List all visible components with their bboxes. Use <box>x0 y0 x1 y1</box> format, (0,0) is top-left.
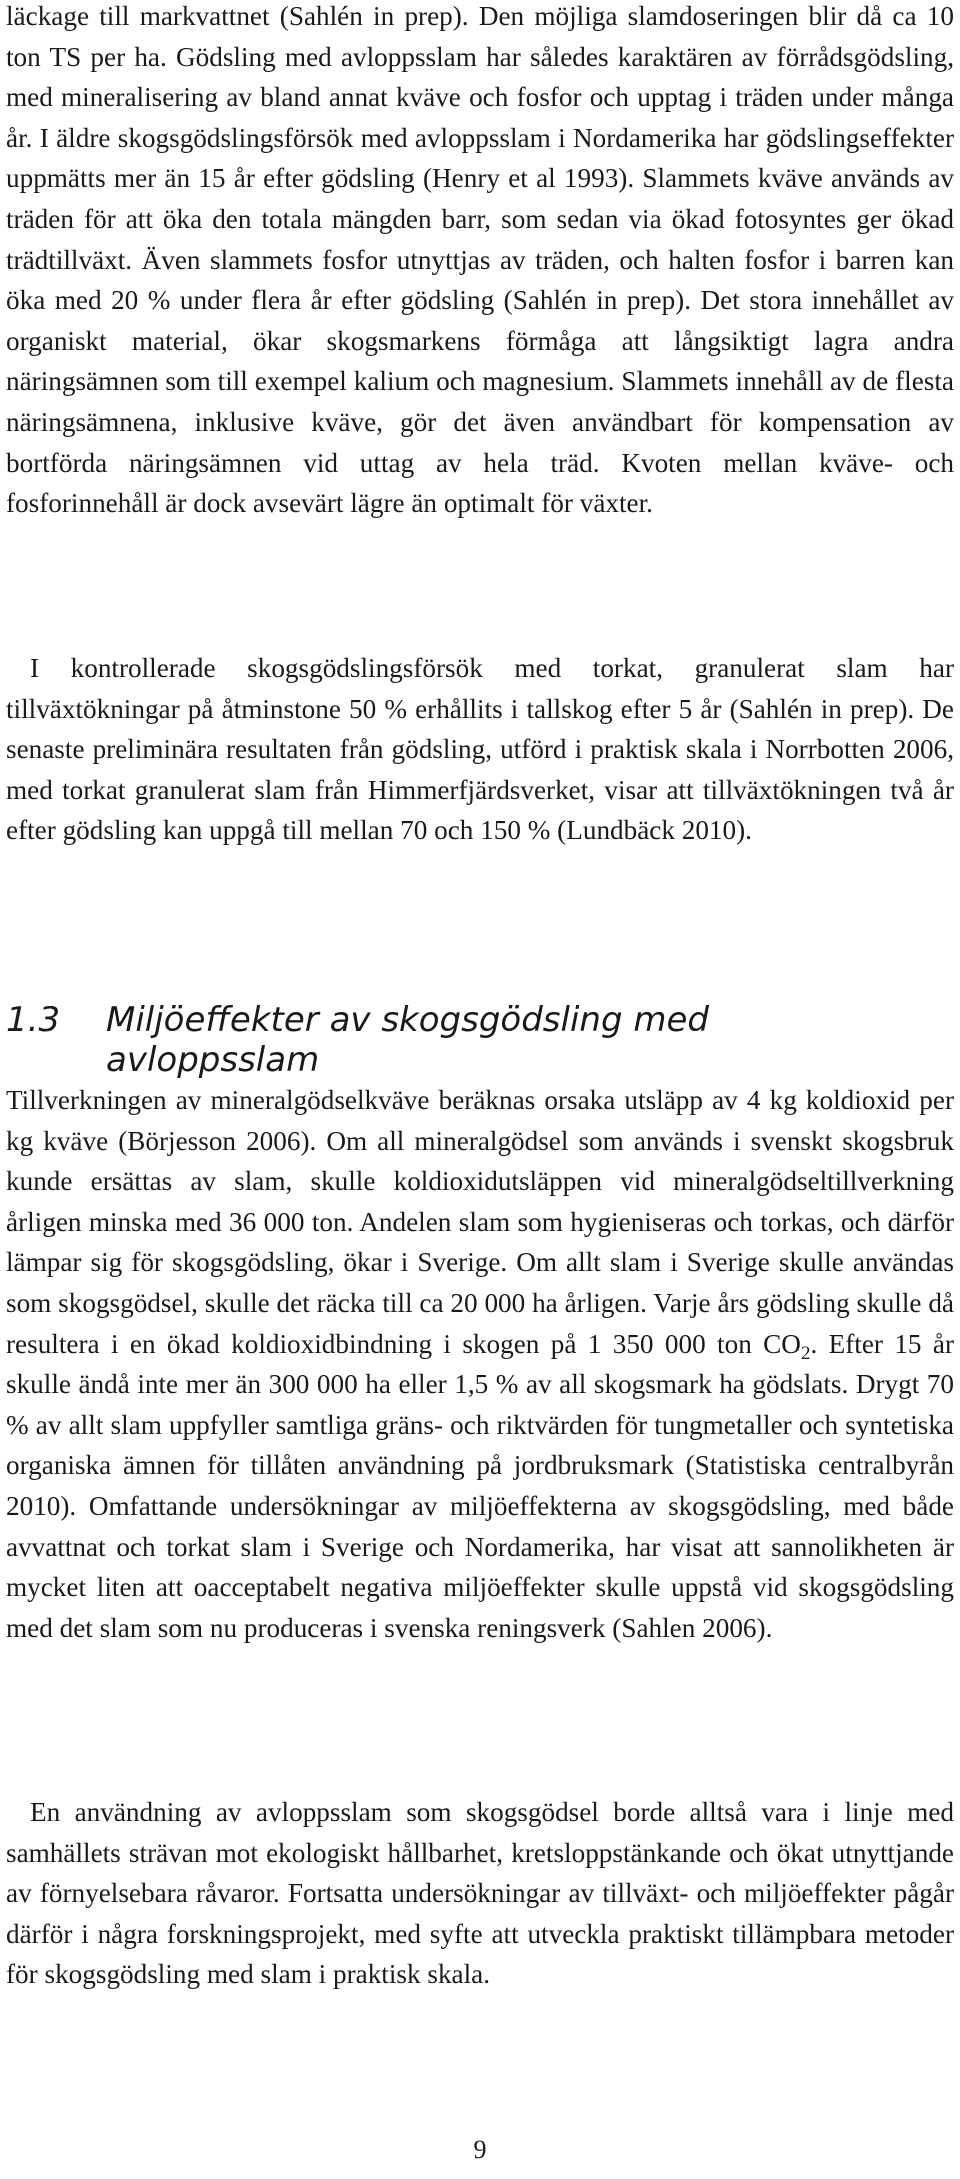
section-title: Miljöeffekter av skogsgödsling med avloppsslam <box>106 1000 709 1080</box>
paragraph-growth-trials: I kontrollerade skogsgödslingsförsök med torkat, granulerat slam har tillväxtökningar på åtminstone 50 % erhållits i tallskog efter 5 år (Sahlén in prep). De senaste preliminära resultaten från gödsling, utförd i praktisk skala i Norrbotten 2006, med torkat granulerat slam från Himmerfjärdsverket, visar att tillväxtökningen två år efter gödsling kan uppgå till mellan 70 och 150 % (Lundbäck 2010). <box>6 653 954 846</box>
paragraph-environmental-effects <box>6 1080 954 1648</box>
paragraph-environmental-effects-part2: . Efter 15 år skulle ändå inte mer än 300 000 ha eller 1,5 % av all skogsmark ha gödslats. Drygt 70 % av allt slam uppfyller samtliga gräns- och riktvärden för tungmetaller och syntetiska organiska ämnen för tillåten användning på jordbruksmark (Statistiska centralbyrån 2010). Omfattande undersökningar av miljöeffekterna av skogsgödsling, med både avvattnat och torkat slam i Sverige och Nordamerika, har visat att sannolikheten är mycket liten att oacceptabelt negativa miljöeffekter skulle uppstå vid skogsgödsling med det slam som nu produceras i svenska reningsverk (Sahlen 2006). <box>6 1328 954 1643</box>
paragraph-nutrient-effects: läckage till markvattnet (Sahlén in prep). Den möjliga slamdoseringen blir då ca 10 ton TS per ha. Gödsling med avloppsslam har således karaktären av förrådsgödsling, med mineralisering av bland annat kväve och fosfor och upptag i träden under många år. I äldre skogsgödslingsförsök med avloppsslam i Nordamerika har gödslingseffekter uppmätts mer än 15 år efter gödsling (Henry et al 1993). Slammets kväve används av träden för att öka den totala mängden barr, som sedan via ökad fotosyntes ger ökad trädtillväxt. Även slammets fosfor utnyttjas av träden, och halten fosfor i barren kan öka med 20 % under flera år efter gödsling (Sahlén in prep). Det stora innehållet av organiskt material, ökar skogsmarkens förmåga att långsiktigt lagra andra näringsämnen som till exempel kalium och magnesium. Slammets innehåll av de flesta näringsämnena, inklusive kväve, gör det även användbart för kompensation av bortförda näringsämnen vid uttag av hela träd. Kvoten mellan kväve- och fosforinnehåll är dock avsevärt lägre än optimalt för växter. <box>6 1 954 519</box>
page-number: 9 <box>473 2135 487 2164</box>
paragraph-environmental-effects-part1: Tillverkningen av mineralgödselkväve beräknas orsaka utsläpp av 4 kg koldioxid per kg kväve (Börjesson 2006). Om all mineralgödsel som används i svenskt skogsbruk kunde ersättas av slam, skulle koldioxidutsläppen vid mineralgödseltillverkning årligen minska med 36 000 ton. Andelen slam som hygieniseras och torkas, och därför lämpar sig för skogsgödsling, ökar i Sverige. Om allt slam i Sverige skulle användas som skogsgödsel, skulle det räcka till ca 20 000 ha årligen. Varje års gödsling skulle då resultera i en ökad koldioxidbindning i skogen på 1 350 000 ton CO <box>6 1085 954 1359</box>
section-number: 1.3 <box>6 1000 61 1040</box>
paragraph-conclusion: En användning av avloppsslam som skogsgödsel borde alltså vara i linje med samhällets strävan mot ekologiskt hållbarhet, kretsloppstänkande och ökat utnyttjande av förnyelsebara råvaror. Fortsatta undersökningar av tillväxt- och miljöeffekter pågår därför i några forskningsprojekt, med syfte att utveckla praktiskt tillämpbara metoder för skogsgödsling med slam i praktisk skala. <box>6 1797 954 1990</box>
co2-subscript: 2 <box>800 1342 811 1364</box>
